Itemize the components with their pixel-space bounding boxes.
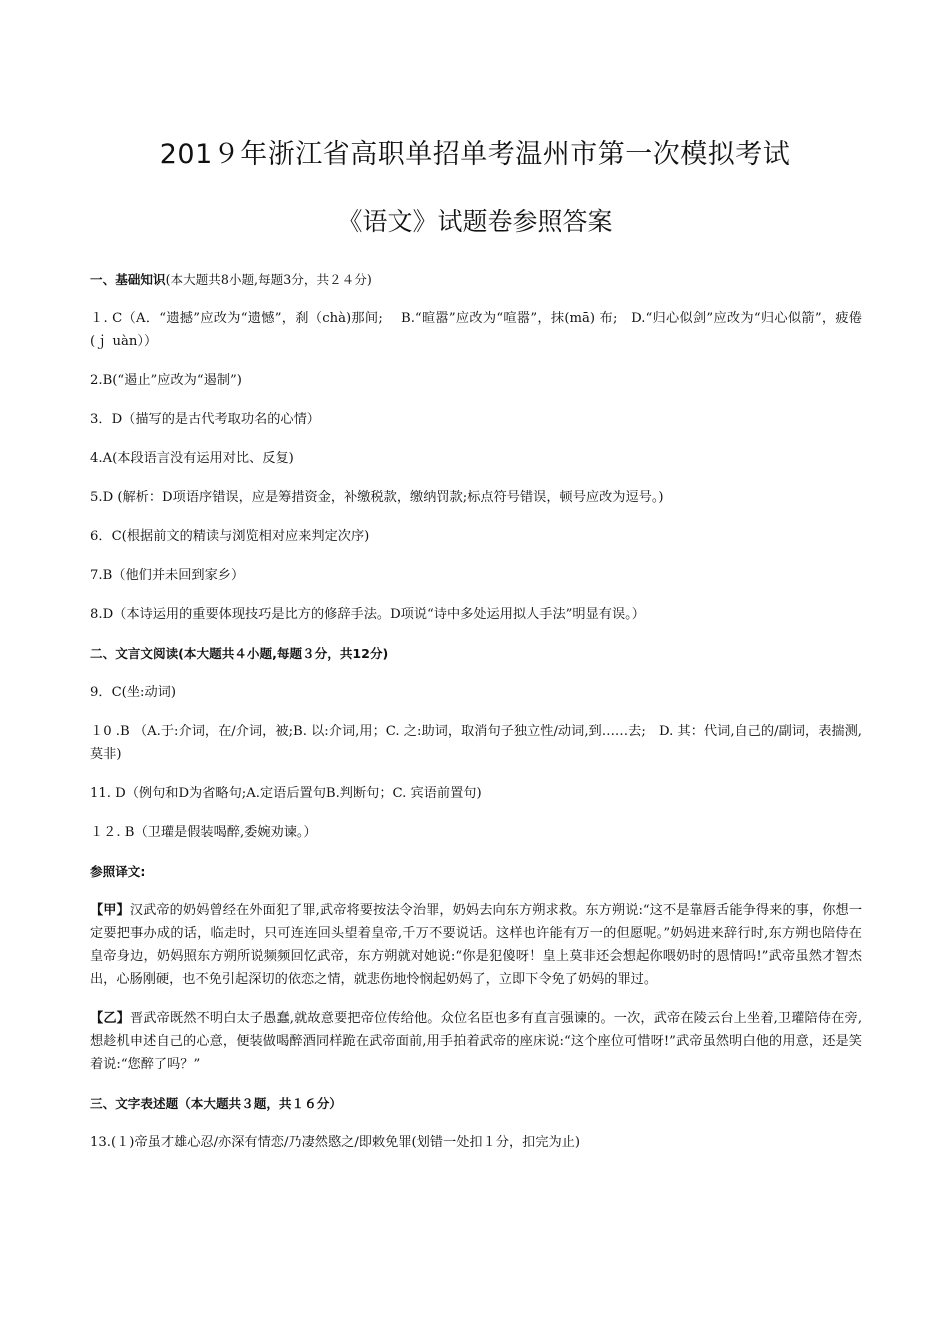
translation-jia	[90, 899, 862, 991]
section-1-title: 一、基础知识	[90, 272, 166, 287]
answer-1: １. C（A．“遗撼”应改为“遗憾”，刹（chà)那间; B.“暄嚣”应改为“喧嚣”，抹(mā) 布; D.“归心似剑”应改为“归心似箭”，疲倦(ｊ uàn））	[90, 311, 862, 349]
answer-6: 6．C(根据前文的精读与浏览相对应来判定次序)	[90, 529, 370, 544]
translation-yi-label: 【乙】	[90, 1011, 130, 1026]
section-3-heading: 三、文字表述题（本大题共３题，共１６分）	[90, 1096, 342, 1111]
answer-5: 5.D (解析：D项语序错误，应是筹措资金，补缴税款，缴纳罚款;标点符号错误，顿号应改为逗号。)	[90, 490, 664, 505]
translation-yi	[90, 1007, 862, 1076]
translation-yi-text: 晋武帝既然不明白太子愚蠢,就故意要把帝位传给他。众位名臣也多有直言强谏的。一次，武帝在陵云台上坐着,卫瓘陪侍在旁,想趁机申述自己的心意，便装做喝醉酒同样跪在武帝面前,用手拍着武帝的座床说:“这个座位可惜呀!”武帝虽然明白他的用意，还是笑着说:“您醉了吗？”	[90, 1011, 863, 1072]
answer-7: 7.B（他们并未回到家乡）	[90, 568, 245, 583]
answer-9: 9．C(坐:动词)	[90, 685, 176, 700]
section-1-heading	[90, 268, 862, 291]
answer-11: 11. D（例句和D为省略句;A.定语后置句B.判断句；C. 宾语前置句)	[90, 786, 482, 801]
answer-3: 3．D（描写的是古代考取功名的心情）	[90, 412, 320, 427]
document-body	[90, 268, 862, 1154]
answer-12: １２. B（卫瓘是假装喝醉,委婉劝谏。）	[90, 825, 317, 840]
answer-13: 13.(１)帝虽才雄心忍/亦深有情恋/乃凄然愍之/即敕免罪(划错一处扣１分，扣完为止)	[90, 1135, 581, 1150]
answer-2: 2.B(“遏止”应改为“遏制”)	[90, 373, 242, 388]
document-title: 201９年浙江省高职单招单考温州市第一次模拟考试	[159, 139, 791, 170]
answer-10: １0 .B （A.于:介词，在/介词，被;B. 以:介词,用；C. 之:助词，取消句子独立性/动词,到……去; D. 其：代词,自己的/副词，表揣测,莫非)	[90, 724, 862, 762]
answer-4: 4.A(本段语言没有运用对比、反复)	[90, 451, 294, 466]
section-2-heading: 二、文言文阅读(本大题共４小题,每题３分，共12分)	[90, 646, 389, 661]
translation-jia-text: 汉武帝的奶妈曾经在外面犯了罪,武帝将要按法令治罪，奶妈去向东方朔求救。东方朔说:“这不是靠唇舌能争得来的事，你想一定要把事办成的话，临走时，只可连连回头望着皇帝,千万不要说话。这样也许能有万一的但愿呢。”奶妈进来辞行时,东方朔也陪侍在皇帝身边，奶妈照东方朔所说频频回忆武帝，东方朔就对她说:“你是犯傻呀！皇上莫非还会想起你喂奶时的恩情吗!”武帝虽然才智杰出，心肠刚硬，也不免引起深切的依恋之情，就悲伤地怜悯起奶妈了，立即下令免了奶妈的罪过。	[90, 903, 863, 987]
translation-jia-label: 【甲】	[90, 903, 130, 918]
document-subtitle: 《语文》试题卷参照答案	[337, 207, 613, 236]
answer-8: 8.D（本诗运用的重要体现技巧是比方的修辞手法。D项说“诗中多处运用拟人手法”明显有误。）	[90, 607, 645, 622]
translation-heading: 参照译文:	[90, 864, 146, 879]
section-1-note: (本大题共8小题,每题3分，共２４分)	[165, 272, 372, 287]
